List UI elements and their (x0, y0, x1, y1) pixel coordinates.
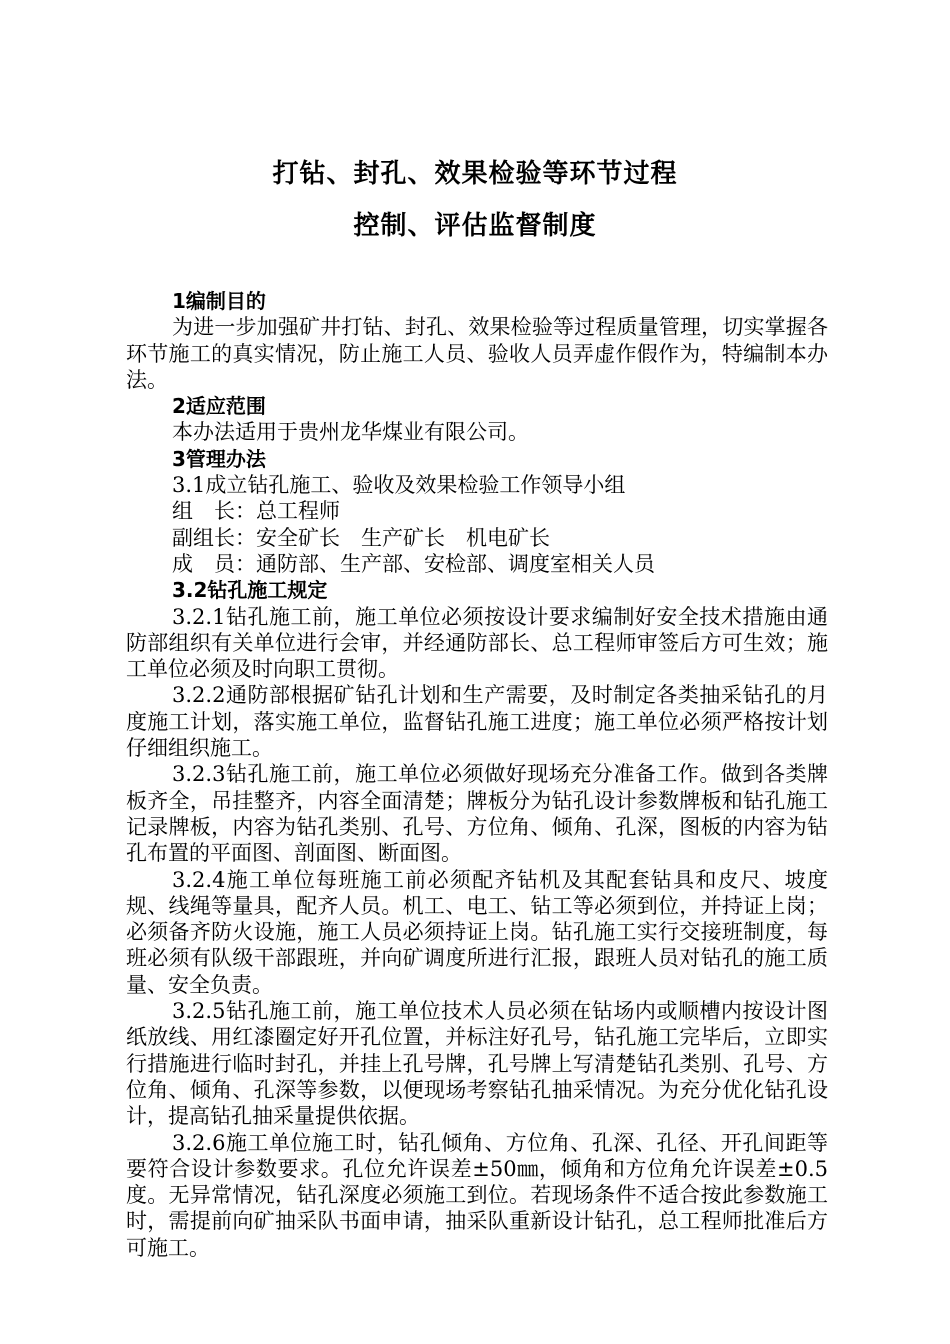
clause-3-2-3: 3.2.3钻孔施工前，施工单位必须做好现场充分准备工作。做到各类牌板齐全，吊挂整齐，内容全面清楚；牌板分为钻孔设计参数牌板和钻孔施工记录牌板，内容为钻孔类别、孔号、方位角、倾角、孔深，图板的内容为钻孔布置的平面图、剖面图、断面图。 (126, 762, 828, 866)
clause-3-2-1: 3.2.1钻孔施工前，施工单位必须按设计要求编制好安全技术措施由通防部组织有关单位进行会审，并经通防部长、总工程师审签后方可生效；施工单位必须及时向职工贯彻。 (126, 604, 828, 682)
document-body (126, 288, 828, 1261)
group-members-line: 成 员：通防部、生产部、安检部、调度室相关人员 (172, 551, 655, 576)
clause-3-2-4: 3.2.4施工单位每班施工前必须配齐钻机及其配套钻具和皮尺、坡度规、线绳等量具，配齐人员。机工、电工、钻工等必须到位，并持证上岗；必须备齐防火设施，施工人员必须持证上岗。钻孔施工实行交接班制度，每班必须有队级干部跟班，并向矿调度所进行汇报，跟班人员对钻孔的施工质量、安全负责。 (126, 867, 828, 997)
section-1-paragraph: 为进一步加强矿井打钻、封孔、效果检验等过程质量管理，切实掌握各环节施工的真实情况，防止施工人员、验收人员弄虚作假作为，特编制本办法。 (126, 315, 828, 392)
section-1-heading: 1编制目的 (172, 289, 266, 313)
title-line-2: 控制、评估监督制度 (353, 211, 597, 241)
document-title (0, 148, 950, 252)
section-2-heading: 2适应范围 (172, 394, 266, 419)
section-2-paragraph: 本办法适用于贵州龙华煤业有限公司。 (172, 420, 529, 445)
clause-3-2-2: 3.2.2通防部根据矿钻孔计划和生产需要，及时制定各类抽采钻孔的月度施工计划，落实施工单位，监督钻孔施工进度；施工单位必须严格按计划仔细组织施工。 (126, 683, 828, 761)
clause-3-2-6: 3.2.6施工单位施工时，钻孔倾角、方位角、孔深、孔径、开孔间距等要符合设计参数要求。孔位允许误差±50㎜，倾角和方位角允许误差±0.5度。无异常情况，钻孔深度必须施工到位。若现场条件不适合按此参数施工时，需提前向矿抽采队书面申请，抽采队重新设计钻孔，总工程师批准后方可施工。 (126, 1130, 828, 1260)
group-leader-line: 组 长：总工程师 (172, 499, 340, 524)
clause-3-2-5: 3.2.5钻孔施工前，施工单位技术人员必须在钻场内或顺槽内按设计图纸放线、用红漆圈定好开孔位置，并标注好孔号，钻孔施工完毕后，立即实行措施进行临时封孔，并挂上孔号牌，孔号牌上写清楚钻孔类别、孔号、方位角、倾角、孔深等参数，以便现场考察钻孔抽采情况。为充分优化钻孔设计，提高钻孔抽采量提供依据。 (126, 999, 828, 1129)
section-3-1-line: 3.1成立钻孔施工、验收及效果检验工作领导小组 (172, 473, 626, 498)
group-deputy-line: 副组长：安全矿长 生产矿长 机电矿长 (172, 525, 550, 550)
title-line-1: 打钻、封孔、效果检验等环节过程 (272, 159, 678, 189)
section-3-heading: 3管理办法 (172, 446, 266, 471)
section-3-2-heading: 3.2钻孔施工规定 (172, 578, 328, 603)
